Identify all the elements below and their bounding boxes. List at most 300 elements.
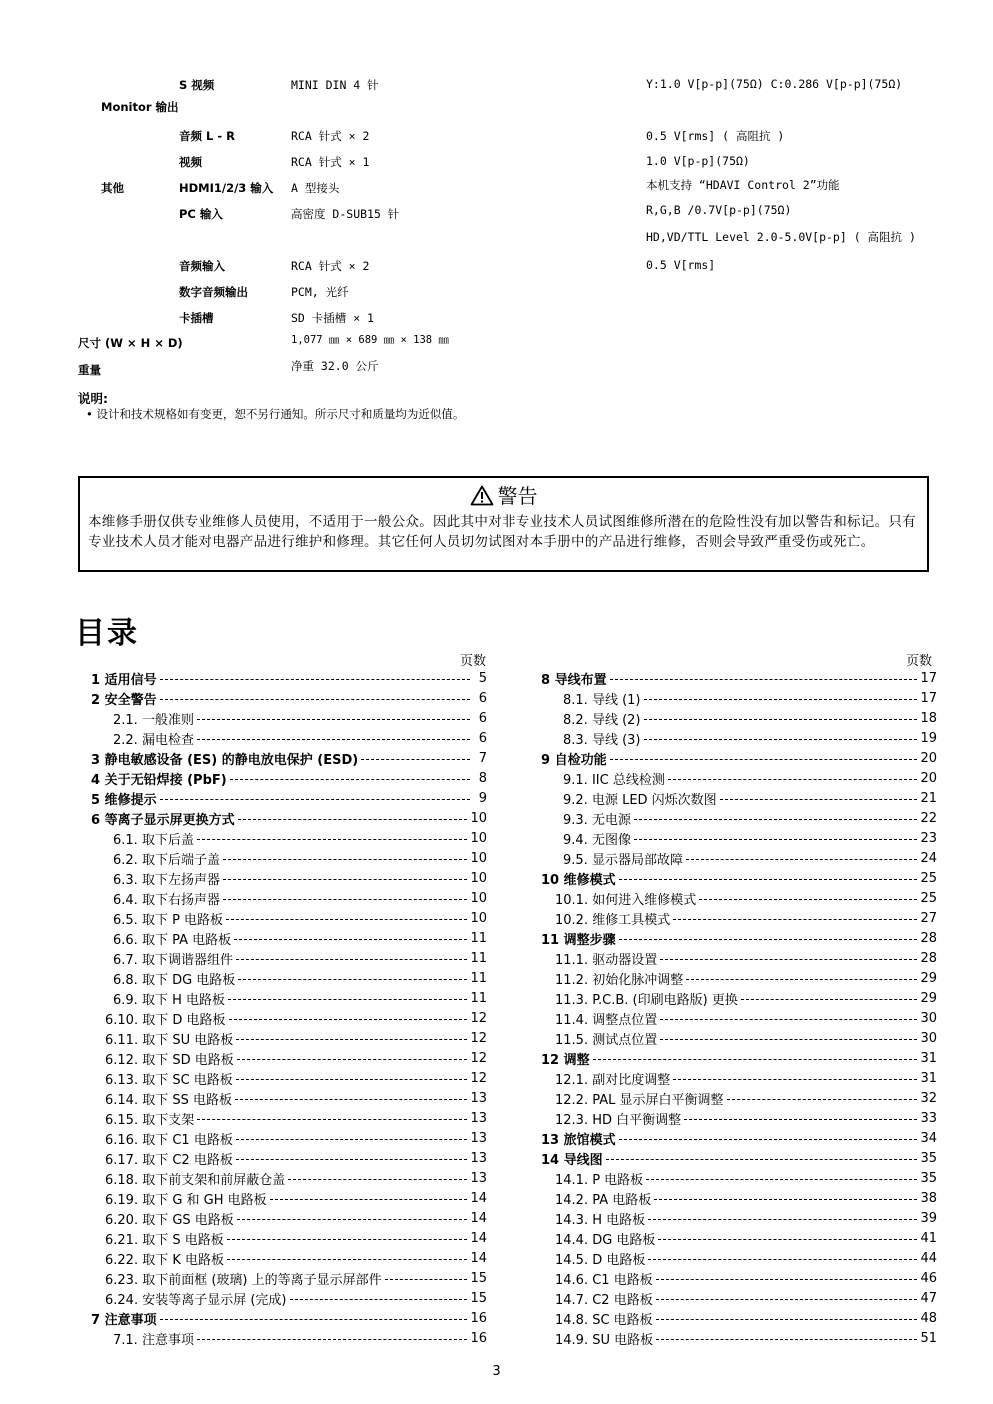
toc-entry-title: 6.15. 取下支架	[105, 1112, 195, 1128]
toc-leader-dots	[197, 1119, 467, 1120]
spec-audio-in-value: 0.5 V[rms]	[646, 258, 716, 272]
toc-entry-page: 18	[920, 710, 937, 726]
spec-hdmi-name: HDMI1/2/3 输入	[179, 181, 274, 195]
toc-entry[interactable]	[541, 1208, 937, 1228]
toc-entry-title: 6.2. 取下后端子盖	[113, 852, 220, 868]
toc-entry-page: 8	[478, 770, 487, 786]
spec-monitor-label: Monitor 输出	[101, 100, 179, 114]
toc-entry[interactable]	[541, 828, 937, 848]
toc-entry-title: 6.4. 取下右扬声器	[113, 892, 220, 908]
warning-triangle-icon	[470, 485, 494, 506]
toc-entry[interactable]	[541, 808, 937, 828]
toc-entry[interactable]	[541, 848, 937, 868]
toc-entry-page: 29	[920, 970, 937, 986]
toc-entry-page: 32	[920, 1090, 937, 1106]
toc-entry-title: 8.3. 导线 (3)	[563, 732, 641, 748]
toc-leader-dots	[237, 1219, 468, 1220]
toc-entry[interactable]	[91, 1148, 487, 1168]
toc-entry-title: 10.1. 如何进入维修模式	[555, 892, 697, 908]
toc-leader-dots	[619, 879, 918, 880]
toc-leader-dots	[230, 779, 470, 780]
toc-entry-page: 47	[920, 1290, 937, 1306]
spec-svideo-connector: MINI DIN 4 针	[291, 78, 379, 92]
toc-entry[interactable]	[541, 1088, 937, 1108]
spec-pc-connector: 高密度 D-SUB15 针	[291, 207, 400, 221]
toc-entry[interactable]	[541, 948, 937, 968]
toc-leader-dots	[236, 1139, 468, 1140]
toc-entry-page: 19	[920, 730, 937, 746]
toc-entry-title: 6.19. 取下 G 和 GH 电路板	[105, 1192, 267, 1208]
notes-item: • 设计和技术规格如有变更，恕不另行通知。所示尺寸和质量均为近似值。	[86, 407, 465, 421]
spec-audio-lr-connector: RCA 针式 × 2	[291, 129, 370, 143]
toc-entry-title: 14.9. SU 电路板	[555, 1332, 654, 1348]
toc-entry-title: 6.10. 取下 D 电路板	[105, 1012, 226, 1028]
toc-entry[interactable]	[91, 1128, 487, 1148]
toc-leader-dots	[684, 1119, 917, 1120]
toc-entry-page: 39	[920, 1210, 937, 1226]
toc-entry-title: 11.2. 初始化脉冲调整	[555, 972, 684, 988]
toc-leader-dots	[593, 1059, 918, 1060]
toc-entry-page: 14	[470, 1190, 487, 1206]
toc-entry-title: 6.18. 取下前支架和前屏蔽仓盖	[105, 1172, 286, 1188]
toc-entry-page: 13	[470, 1130, 487, 1146]
spec-dimensions-label: 尺寸 (W × H × D)	[78, 336, 183, 350]
toc-entry[interactable]	[541, 1008, 937, 1028]
toc-entry-title: 10 维修模式	[541, 872, 616, 888]
toc-entry[interactable]	[541, 768, 937, 788]
spec-weight-label: 重量	[78, 363, 101, 377]
toc-entry-page: 15	[470, 1270, 487, 1286]
toc-entry[interactable]	[541, 928, 937, 948]
toc-entry-page: 7	[478, 750, 487, 766]
toc-entry-title: 9.5. 显示器局部故障	[563, 852, 683, 868]
toc-entry-page: 25	[920, 870, 937, 886]
notes-title: 说明:	[78, 391, 108, 406]
spec-pc-name: PC 输入	[179, 207, 223, 221]
toc-entry-page: 51	[920, 1330, 937, 1346]
toc-entry-page: 14	[470, 1230, 487, 1246]
toc-entry-title: 2 安全警告	[91, 692, 157, 708]
toc-entry-title: 8.2. 导线 (2)	[563, 712, 641, 728]
toc-leader-dots	[197, 839, 468, 840]
toc-entry-title: 6.23. 取下前面框 (玻璃) 上的等离子显示屏部件	[105, 1272, 382, 1288]
toc-entry-page: 13	[470, 1110, 487, 1126]
toc-entry[interactable]	[91, 1288, 487, 1308]
toc-entry[interactable]	[541, 708, 937, 728]
toc-entry[interactable]	[541, 1248, 937, 1268]
spec-video-name: 视频	[179, 155, 202, 169]
toc-entry-page: 21	[920, 790, 937, 806]
toc-entry-page: 23	[920, 830, 937, 846]
toc-leader-dots	[660, 1019, 917, 1020]
toc-entry-page: 10	[470, 850, 487, 866]
toc-entry[interactable]	[91, 1008, 487, 1028]
toc-entry-page: 16	[470, 1330, 487, 1346]
toc-entry[interactable]	[541, 1288, 937, 1308]
toc-entry[interactable]	[91, 828, 487, 848]
toc-entry-title: 4 关于无铅焊接 (PbF)	[91, 772, 227, 788]
spec-audio-lr-value: 0.5 V[rms] ( 高阻抗 )	[646, 129, 785, 143]
toc-entry[interactable]	[541, 988, 937, 1008]
toc-leader-dots	[236, 959, 468, 960]
spec-hdmi-connector: A 型接头	[291, 181, 340, 195]
toc-entry-title: 6.6. 取下 PA 电路板	[113, 932, 232, 948]
toc-entry-page: 30	[920, 1030, 937, 1046]
toc-entry-page: 44	[920, 1250, 937, 1266]
toc-entry-page: 35	[920, 1150, 937, 1166]
toc-leader-dots	[270, 1199, 468, 1200]
toc-entry[interactable]	[541, 1228, 937, 1248]
toc-leader-dots	[288, 1179, 467, 1180]
spec-pc-value1: R,G,B /0.7V[p-p](75Ω)	[646, 203, 792, 217]
toc-entry[interactable]	[541, 1028, 937, 1048]
toc-entry-page: 24	[920, 850, 937, 866]
toc-entry[interactable]	[91, 1048, 487, 1068]
toc-entry[interactable]	[91, 1248, 487, 1268]
toc-entry-page: 13	[470, 1170, 487, 1186]
toc-entry-title: 12 调整	[541, 1052, 590, 1068]
toc-entry[interactable]	[91, 868, 487, 888]
spec-other-label: 其他	[101, 181, 124, 195]
toc-entry-page: 12	[470, 1010, 487, 1026]
toc-entry-page: 15	[470, 1290, 487, 1306]
toc-leader-dots	[699, 899, 917, 900]
toc-entry[interactable]	[541, 1268, 937, 1288]
toc-entry-title: 11.4. 调整点位置	[555, 1012, 658, 1028]
toc-entry[interactable]	[541, 1308, 937, 1328]
toc-entry-title: 14.2. PA 电路板	[555, 1192, 652, 1208]
toc-entry-page: 12	[470, 1030, 487, 1046]
toc-entry-title: 11.1. 驱动器设置	[555, 952, 658, 968]
toc-entry-title: 6.16. 取下 C1 电路板	[105, 1132, 233, 1148]
toc-leader-dots	[727, 1099, 918, 1100]
toc-entry[interactable]	[541, 788, 937, 808]
toc-leader-dots	[223, 879, 468, 880]
toc-entry-page: 11	[470, 990, 487, 1006]
toc-entry[interactable]	[541, 868, 937, 888]
toc-entry[interactable]	[91, 1308, 487, 1328]
toc-entry-title: 9.3. 无电源	[563, 812, 631, 828]
spec-card-slot-name: 卡插槽	[179, 311, 214, 325]
toc-entry-page: 25	[920, 890, 937, 906]
toc-entry-page: 48	[920, 1310, 937, 1326]
toc-entry-title: 14.4. DG 电路板	[555, 1232, 656, 1248]
toc-entry-page: 30	[920, 1010, 937, 1026]
toc-entry-title: 12.3. HD 白平衡调整	[555, 1112, 682, 1128]
spec-video-value: 1.0 V[p-p](75Ω)	[646, 154, 750, 168]
warning-text: 本维修手册仅供专业维修人员使用，不适用于一般公众。因此其中对非专业技术人员试图维修所潜在的危险性没有加以警告和标记。只有专业技术人员才能对电器产品进行维护和修理。其它任何人员切勿试图对本手册中的产品进行维修，否则会导致严重受伤或死亡。	[88, 514, 916, 550]
toc-entry-page: 11	[470, 950, 487, 966]
toc-entry-page: 6	[478, 730, 487, 746]
toc-entry[interactable]	[91, 1108, 487, 1128]
toc-right-pages-label: 页数	[906, 654, 933, 669]
toc-entry-title: 8 导线布置	[541, 672, 607, 688]
toc-entry[interactable]	[541, 1128, 937, 1148]
toc-leader-dots	[235, 1099, 467, 1100]
toc-entry-title: 6.24. 安装等离子显示屏 (完成)	[105, 1292, 287, 1308]
toc-entry[interactable]	[91, 1188, 487, 1208]
toc-leader-dots	[236, 1159, 468, 1160]
toc-entry-title: 9.4. 无图像	[563, 832, 631, 848]
toc-entry-title: 7 注意事项	[91, 1312, 157, 1328]
toc-entry-page: 10	[470, 890, 487, 906]
toc-leader-dots	[648, 1219, 917, 1220]
toc-leader-dots	[634, 839, 918, 840]
toc-entry[interactable]	[91, 1328, 487, 1348]
toc-entry-page: 12	[470, 1050, 487, 1066]
toc-entry[interactable]	[91, 788, 487, 808]
toc-leader-dots	[741, 999, 918, 1000]
toc-leader-dots	[673, 1079, 917, 1080]
toc-entry-title: 13 旅馆模式	[541, 1132, 616, 1148]
toc-entry-page: 14	[470, 1210, 487, 1226]
toc-entry[interactable]	[541, 1148, 937, 1168]
toc-entry-page: 34	[920, 1130, 937, 1146]
toc-entry-title: 14.8. SC 电路板	[555, 1312, 653, 1328]
toc-entry-page: 13	[470, 1090, 487, 1106]
toc-entry-page: 20	[920, 750, 937, 766]
toc-leader-dots	[160, 799, 470, 800]
toc-leader-dots	[237, 1059, 468, 1060]
toc-leader-dots	[234, 939, 467, 940]
toc-entry-page: 11	[470, 970, 487, 986]
toc-entry[interactable]	[541, 728, 937, 748]
spec-digital-audio-connector: PCM, 光纤	[291, 285, 349, 299]
toc-entry[interactable]	[541, 1168, 937, 1188]
toc-entry[interactable]	[91, 728, 487, 748]
toc-leader-dots	[660, 959, 917, 960]
toc-entry[interactable]	[541, 1108, 937, 1128]
toc-entry-title: 9.1. IIC 总线检测	[563, 772, 665, 788]
toc-entry-page: 20	[920, 770, 937, 786]
toc-entry-title: 3 静电敏感设备 (ES) 的静电放电保护 (ESD)	[91, 752, 359, 768]
toc-entry-page: 10	[470, 910, 487, 926]
toc-leader-dots	[227, 1239, 468, 1240]
toc-left-column	[91, 668, 487, 1348]
toc-entry[interactable]	[91, 988, 487, 1008]
toc-leader-dots	[223, 859, 468, 860]
spec-pc-value2: HD,VD/TTL Level 2.0-5.0V[p-p] ( 高阻抗 )	[646, 230, 916, 244]
toc-leader-dots	[361, 759, 470, 760]
spec-svideo-value: Y:1.0 V[p-p](75Ω) C:0.286 V[p-p](75Ω)	[646, 77, 903, 91]
toc-entry[interactable]	[541, 968, 937, 988]
spec-audio-lr-name: 音频 L - R	[179, 129, 235, 143]
toc-entry[interactable]	[91, 908, 487, 928]
toc-entry-page: 17	[920, 670, 937, 686]
toc-entry[interactable]	[541, 1188, 937, 1208]
toc-leader-dots	[385, 1279, 468, 1280]
toc-leader-dots	[236, 1079, 468, 1080]
toc-entry-title: 6.13. 取下 SC 电路板	[105, 1072, 233, 1088]
toc-entry-page: 22	[920, 810, 937, 826]
toc-entry-page: 11	[470, 930, 487, 946]
toc-leader-dots	[686, 859, 918, 860]
toc-leader-dots	[644, 719, 918, 720]
toc-leader-dots	[228, 999, 467, 1000]
toc-entry-page: 5	[478, 670, 487, 686]
toc-entry-title: 6.7. 取下调谐器组件	[113, 952, 233, 968]
toc-entry-title: 10.2. 维修工具模式	[555, 912, 671, 928]
toc-entry[interactable]	[91, 708, 487, 728]
toc-leader-dots	[290, 1299, 468, 1300]
toc-entry-page: 17	[920, 690, 937, 706]
toc-leader-dots	[227, 1259, 467, 1260]
toc-entry-title: 8.1. 导线 (1)	[563, 692, 641, 708]
toc-leader-dots	[236, 1039, 467, 1040]
toc-leader-dots	[720, 799, 918, 800]
toc-entry-title: 6.22. 取下 K 电路板	[105, 1252, 224, 1268]
toc-leader-dots	[610, 679, 918, 680]
toc-entry[interactable]	[91, 1168, 487, 1188]
toc-entry[interactable]	[541, 1068, 937, 1088]
toc-entry[interactable]	[91, 948, 487, 968]
toc-entry-page: 28	[920, 930, 937, 946]
spec-weight-value: 净重 32.0 公斤	[291, 359, 379, 373]
toc-leader-dots	[226, 919, 467, 920]
toc-entry-title: 5 维修提示	[91, 792, 157, 808]
toc-entry-page: 33	[920, 1110, 937, 1126]
toc-entry[interactable]	[91, 1068, 487, 1088]
toc-entry-title: 9 自检功能	[541, 752, 607, 768]
spec-card-slot-connector: SD 卡插槽 × 1	[291, 311, 374, 325]
toc-leader-dots	[229, 1019, 468, 1020]
toc-entry-page: 6	[478, 690, 487, 706]
toc-entry-title: 6.11. 取下 SU 电路板	[105, 1032, 234, 1048]
toc-entry-page: 10	[470, 830, 487, 846]
toc-entry-title: 6.12. 取下 SD 电路板	[105, 1052, 234, 1068]
toc-leader-dots	[606, 1159, 918, 1160]
toc-leader-dots	[619, 939, 918, 940]
toc-entry[interactable]	[541, 1328, 937, 1348]
toc-leader-dots	[223, 899, 468, 900]
toc-leader-dots	[644, 739, 918, 740]
toc-entry-title: 14.3. H 电路板	[555, 1212, 646, 1228]
toc-entry[interactable]	[541, 1048, 937, 1068]
toc-entry[interactable]	[91, 748, 487, 768]
toc-entry-title: 11.5. 测试点位置	[555, 1032, 658, 1048]
toc-entry-title: 6 等离子显示屏更换方式	[91, 812, 235, 828]
toc-entry-title: 12.1. 副对比度调整	[555, 1072, 671, 1088]
toc-entry-title: 1 适用信号	[91, 672, 157, 688]
toc-leader-dots	[197, 719, 470, 720]
warning-box	[78, 476, 929, 572]
toc-entry[interactable]	[91, 768, 487, 788]
toc-entry-title: 6.9. 取下 H 电路板	[113, 992, 225, 1008]
toc-leader-dots	[658, 1239, 917, 1240]
toc-leader-dots	[668, 779, 918, 780]
toc-leader-dots	[197, 1339, 468, 1340]
toc-entry[interactable]	[91, 1088, 487, 1108]
toc-entry-page: 41	[920, 1230, 937, 1246]
toc-entry-page: 35	[920, 1170, 937, 1186]
spec-dimensions-value: 1,077 ㎜ × 689 ㎜ × 138 ㎜	[291, 334, 449, 346]
toc-leader-dots	[610, 759, 918, 760]
toc-entry-page: 29	[920, 990, 937, 1006]
spec-hdmi-value: 本机支持 “HDAVI Control 2”功能	[646, 178, 840, 192]
toc-entry-page: 13	[470, 1150, 487, 1166]
toc-leader-dots	[654, 1199, 917, 1200]
toc-leader-dots	[634, 819, 918, 820]
toc-leader-dots	[660, 1039, 917, 1040]
toc-entry-page: 10	[470, 870, 487, 886]
toc-leader-dots	[197, 739, 470, 740]
toc-entry[interactable]	[91, 688, 487, 708]
toc-right-column	[541, 668, 937, 1348]
warning-title: 警告	[497, 484, 538, 508]
toc-leader-dots	[644, 699, 918, 700]
toc-entry[interactable]	[541, 888, 937, 908]
toc-entry[interactable]	[91, 668, 487, 688]
toc-entry-title: 6.20. 取下 GS 电路板	[105, 1212, 234, 1228]
toc-leader-dots	[160, 1319, 468, 1320]
toc-entry-title: 2.1. 一般准则	[113, 712, 194, 728]
toc-entry[interactable]	[541, 748, 937, 768]
toc-leader-dots	[619, 1139, 918, 1140]
toc-leader-dots	[238, 819, 468, 820]
toc-entry-title: 14.6. C1 电路板	[555, 1272, 653, 1288]
toc-title: 目录	[75, 616, 139, 651]
toc-leader-dots	[646, 1179, 917, 1180]
toc-entry-page: 27	[920, 910, 937, 926]
toc-entry-page: 12	[470, 1070, 487, 1086]
toc-leader-dots	[238, 979, 467, 980]
toc-entry-title: 11.3. P.C.B. (印刷电路版) 更换	[555, 992, 738, 1008]
toc-entry-title: 7.1. 注意事项	[113, 1332, 194, 1348]
toc-leader-dots	[648, 1259, 917, 1260]
page-number: 3	[492, 1364, 501, 1379]
toc-entry-title: 14.5. D 电路板	[555, 1252, 646, 1268]
toc-entry[interactable]	[91, 1028, 487, 1048]
toc-entry-page: 14	[470, 1250, 487, 1266]
toc-entry[interactable]	[541, 668, 937, 688]
toc-entry-title: 14.1. P 电路板	[555, 1172, 644, 1188]
toc-entry-title: 6.8. 取下 DG 电路板	[113, 972, 236, 988]
toc-leader-dots	[656, 1319, 918, 1320]
toc-entry[interactable]	[91, 1228, 487, 1248]
toc-entry-title: 14.7. C2 电路板	[555, 1292, 653, 1308]
toc-entry-page: 10	[470, 810, 487, 826]
toc-entry-page: 6	[478, 710, 487, 726]
spec-audio-in-connector: RCA 针式 × 2	[291, 259, 370, 273]
spec-svideo-name: S 视频	[179, 78, 215, 92]
warning-header	[80, 484, 927, 508]
toc-entry-page: 38	[920, 1190, 937, 1206]
toc-entry-page: 31	[920, 1050, 937, 1066]
toc-entry-page: 46	[920, 1270, 937, 1286]
toc-entry-title: 6.3. 取下左扬声器	[113, 872, 220, 888]
toc-leader-dots	[686, 979, 917, 980]
toc-entry[interactable]	[91, 928, 487, 948]
toc-leader-dots	[160, 699, 470, 700]
toc-entry[interactable]	[91, 888, 487, 908]
toc-entry[interactable]	[91, 1208, 487, 1228]
toc-entry-title: 11 调整步骤	[541, 932, 616, 948]
toc-entry[interactable]	[541, 688, 937, 708]
toc-leader-dots	[160, 679, 470, 680]
spec-audio-in-name: 音频输入	[179, 259, 225, 273]
toc-entry[interactable]	[91, 968, 487, 988]
toc-entry-page: 9	[478, 790, 487, 806]
toc-entry[interactable]	[541, 908, 937, 928]
toc-entry[interactable]	[91, 1268, 487, 1288]
toc-entry[interactable]	[91, 848, 487, 868]
toc-entry[interactable]	[91, 808, 487, 828]
toc-entry-title: 14 导线图	[541, 1152, 603, 1168]
toc-entry-title: 6.21. 取下 S 电路板	[105, 1232, 224, 1248]
toc-leader-dots	[656, 1339, 917, 1340]
toc-entry-title: 6.5. 取下 P 电路板	[113, 912, 224, 928]
spec-video-connector: RCA 针式 × 1	[291, 155, 370, 169]
